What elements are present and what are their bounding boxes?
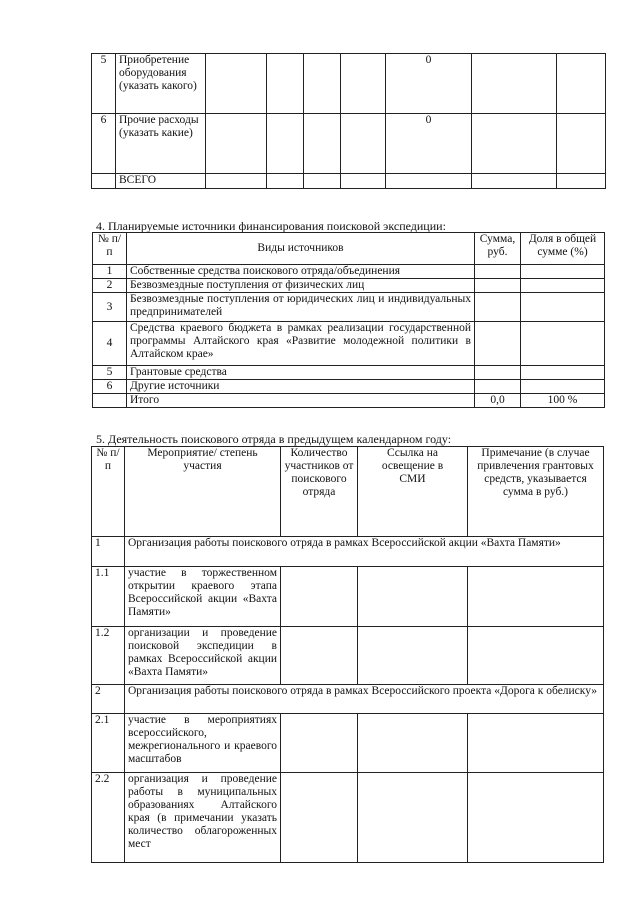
header-note: Примечание (в случае привлечения грантовых средств, указывается сумма в руб.) bbox=[468, 447, 604, 537]
group-title: Организация работы поискового отряда в рамках Всероссийского проекта «Дорога к обелиску» bbox=[125, 685, 604, 714]
total-label: ВСЕГО bbox=[116, 174, 206, 189]
table-row-total bbox=[93, 394, 605, 408]
header-share: Доля в общей сумме (%) bbox=[521, 233, 605, 265]
section4-heading: 4. Планируемые источники финансирования поисковой экспедиции: bbox=[96, 219, 446, 233]
total-share: 100 % bbox=[521, 394, 605, 408]
table-row: 2.2 организация и проведение работы в муниципальных образованиях Алтайского края (в примечании указать количество облагороженных мест bbox=[92, 773, 604, 863]
header-num: № п/п bbox=[92, 447, 125, 537]
total-label: Итого bbox=[127, 394, 475, 408]
row-number: 6 bbox=[92, 114, 116, 174]
table-row: 3 Безвозмездные поступления от юридических лиц и индивидуальных предпринимателей bbox=[93, 293, 605, 322]
table-header bbox=[93, 233, 605, 265]
table-row-group: 2 Организация работы поискового отряда в рамках Всероссийского проекта «Дорога к обелиску» bbox=[92, 685, 604, 714]
header-link: Ссылка на освещение в СМИ bbox=[358, 447, 468, 537]
table-row: 1.1 участие в торжественном открытии краевого этапа Всероссийской акции «Вахта Памяти» bbox=[92, 567, 604, 627]
table-row: 4 Средства краевого бюджета в рамках реализации государственной программы Алтайского края «Развитие молодежной политики в Алтайском крае» bbox=[93, 322, 605, 366]
header-count: Количество участников от поискового отряда bbox=[281, 447, 358, 537]
row-item: Приобретение оборудования (указать какого) bbox=[116, 54, 206, 114]
header-event: Мероприятие/ степень участия bbox=[125, 447, 281, 537]
funding-sources-table bbox=[92, 232, 605, 408]
budget-table bbox=[91, 53, 606, 189]
header-type: Виды источников bbox=[127, 233, 475, 265]
table-row: 2.1 участие в мероприятиях всероссийского, межрегионального и краевого масштабов bbox=[92, 714, 604, 773]
table-row: 6 Другие источники bbox=[93, 380, 605, 394]
group-title: Организация работы поискового отряда в рамках Всероссийской акции «Вахта Памяти» bbox=[125, 537, 604, 567]
row-number: 5 bbox=[92, 54, 116, 114]
header-sum: Сумма, руб. bbox=[475, 233, 521, 265]
total-sum: 0,0 bbox=[475, 394, 521, 408]
row-value: 0 bbox=[386, 54, 472, 114]
table-header bbox=[92, 447, 604, 537]
table-row: 2 Безвозмездные поступления от физических лиц bbox=[93, 279, 605, 293]
table-row: 5 Грантовые средства bbox=[93, 366, 605, 380]
table-row bbox=[92, 114, 606, 174]
row-value: 0 bbox=[386, 114, 472, 174]
section5-heading: 5. Деятельность поискового отряда в предыдущем календарном году: bbox=[96, 432, 452, 446]
table-row-total bbox=[92, 174, 606, 189]
header-num: № п/п bbox=[93, 233, 127, 265]
table-row: 1.2 организации и проведение поисковой экспедиции в рамках Всероссийской акции «Вахта Памяти» bbox=[92, 627, 604, 685]
table-row-group: 1 Организация работы поискового отряда в рамках Всероссийской акции «Вахта Памяти» bbox=[92, 537, 604, 567]
table-row bbox=[92, 54, 606, 114]
row-item: Прочие расходы (указать какие) bbox=[116, 114, 206, 174]
table-row: 1 Собственные средства поискового отряда/объединения bbox=[93, 265, 605, 279]
activity-table bbox=[91, 446, 604, 863]
